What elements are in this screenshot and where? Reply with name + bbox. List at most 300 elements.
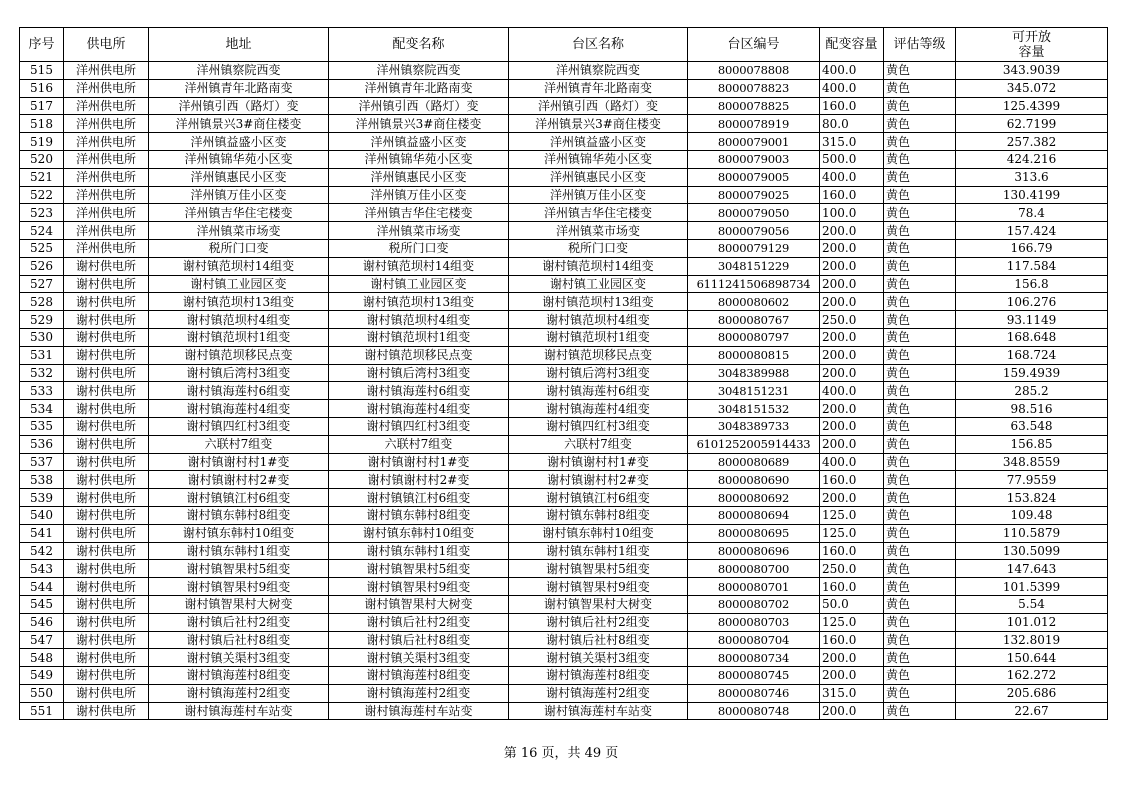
cell-area-code: 8000080702 bbox=[688, 595, 820, 613]
cell-open-capacity: 156.85 bbox=[956, 435, 1108, 453]
cell-area-name: 谢村镇工业园区变 bbox=[509, 275, 688, 293]
cell-station: 谢村供电所 bbox=[64, 382, 149, 400]
header-open-capacity bbox=[956, 28, 1108, 62]
cell-transformer-name: 谢村镇关渠村3组变 bbox=[329, 649, 509, 667]
cell-transformer-name: 谢村镇谢村村2#变 bbox=[329, 471, 509, 489]
cell-area-name: 谢村镇四红村3组变 bbox=[509, 417, 688, 435]
cell-capacity: 125.0 bbox=[820, 524, 884, 542]
header-row bbox=[20, 28, 1108, 62]
table-row bbox=[20, 506, 1108, 524]
cell-open-capacity: 78.4 bbox=[956, 204, 1108, 222]
cell-address: 六联村7组变 bbox=[149, 435, 329, 453]
cell-capacity: 160.0 bbox=[820, 578, 884, 596]
table-row bbox=[20, 275, 1108, 293]
table-row bbox=[20, 524, 1108, 542]
cell-capacity: 200.0 bbox=[820, 328, 884, 346]
cell-grade: 黄色 bbox=[884, 613, 956, 631]
cell-transformer-name: 谢村镇海莲村2组变 bbox=[329, 684, 509, 702]
cell-station: 洋州供电所 bbox=[64, 168, 149, 186]
header-grade: 评估等级 bbox=[884, 28, 956, 62]
cell-area-name: 洋州镇引西（路灯）变 bbox=[509, 97, 688, 115]
cell-station: 谢村供电所 bbox=[64, 578, 149, 596]
cell-station: 谢村供电所 bbox=[64, 595, 149, 613]
table-row bbox=[20, 578, 1108, 596]
cell-open-capacity: 285.2 bbox=[956, 382, 1108, 400]
cell-open-capacity: 110.5879 bbox=[956, 524, 1108, 542]
table-row bbox=[20, 613, 1108, 631]
cell-address: 谢村镇智果村9组变 bbox=[149, 578, 329, 596]
cell-grade: 黄色 bbox=[884, 435, 956, 453]
cell-grade: 黄色 bbox=[884, 560, 956, 578]
cell-area-code: 8000080700 bbox=[688, 560, 820, 578]
cell-transformer-name: 洋州镇引西（路灯）变 bbox=[329, 97, 509, 115]
cell-station: 谢村供电所 bbox=[64, 417, 149, 435]
cell-capacity: 400.0 bbox=[820, 62, 884, 80]
table-row bbox=[20, 186, 1108, 204]
cell-index: 523 bbox=[20, 204, 64, 222]
table-row bbox=[20, 97, 1108, 115]
cell-index: 549 bbox=[20, 667, 64, 685]
cell-capacity: 160.0 bbox=[820, 542, 884, 560]
cell-area-name: 谢村镇智果村9组变 bbox=[509, 578, 688, 596]
cell-address: 谢村镇后社村2组变 bbox=[149, 613, 329, 631]
cell-index: 515 bbox=[20, 62, 64, 80]
cell-address: 洋州镇益盛小区变 bbox=[149, 133, 329, 151]
cell-station: 谢村供电所 bbox=[64, 506, 149, 524]
cell-grade: 黄色 bbox=[884, 489, 956, 507]
cell-grade: 黄色 bbox=[884, 204, 956, 222]
table-row bbox=[20, 667, 1108, 685]
cell-station: 谢村供电所 bbox=[64, 649, 149, 667]
table-row bbox=[20, 542, 1108, 560]
cell-area-name: 谢村镇范坝村4组变 bbox=[509, 311, 688, 329]
cell-grade: 黄色 bbox=[884, 400, 956, 418]
cell-transformer-name: 谢村镇范坝村14组变 bbox=[329, 257, 509, 275]
cell-area-code: 8000079050 bbox=[688, 204, 820, 222]
cell-index: 516 bbox=[20, 79, 64, 97]
cell-area-code: 8000078808 bbox=[688, 62, 820, 80]
cell-area-name: 六联村7组变 bbox=[509, 435, 688, 453]
cell-index: 533 bbox=[20, 382, 64, 400]
cell-station: 洋州供电所 bbox=[64, 186, 149, 204]
cell-index: 520 bbox=[20, 150, 64, 168]
cell-open-capacity: 345.072 bbox=[956, 79, 1108, 97]
cell-area-code: 8000078823 bbox=[688, 79, 820, 97]
cell-transformer-name: 谢村镇后社村2组变 bbox=[329, 613, 509, 631]
cell-address: 谢村镇四红村3组变 bbox=[149, 417, 329, 435]
cell-grade: 黄色 bbox=[884, 453, 956, 471]
cell-station: 谢村供电所 bbox=[64, 667, 149, 685]
cell-capacity: 400.0 bbox=[820, 168, 884, 186]
cell-index: 526 bbox=[20, 257, 64, 275]
cell-open-capacity: 153.824 bbox=[956, 489, 1108, 507]
cell-open-capacity: 130.5099 bbox=[956, 542, 1108, 560]
cell-address: 谢村镇海莲村6组变 bbox=[149, 382, 329, 400]
table-row bbox=[20, 560, 1108, 578]
cell-index: 540 bbox=[20, 506, 64, 524]
cell-area-code: 8000080704 bbox=[688, 631, 820, 649]
cell-area-name: 谢村镇谢村村1#变 bbox=[509, 453, 688, 471]
cell-open-capacity: 130.4199 bbox=[956, 186, 1108, 204]
table-row bbox=[20, 364, 1108, 382]
page-footer: 第 16 页，共 49 页 bbox=[503, 746, 619, 761]
cell-area-code: 8000080692 bbox=[688, 489, 820, 507]
cell-grade: 黄色 bbox=[884, 133, 956, 151]
header-capacity: 配变容量 bbox=[820, 28, 884, 62]
cell-index: 538 bbox=[20, 471, 64, 489]
cell-area-code: 8000080703 bbox=[688, 613, 820, 631]
cell-address: 谢村镇谢村村2#变 bbox=[149, 471, 329, 489]
cell-grade: 黄色 bbox=[884, 186, 956, 204]
cell-area-code: 8000080746 bbox=[688, 684, 820, 702]
cell-transformer-name: 谢村镇范坝移民点变 bbox=[329, 346, 509, 364]
cell-address: 谢村镇工业园区变 bbox=[149, 275, 329, 293]
cell-index: 541 bbox=[20, 524, 64, 542]
cell-transformer-name: 谢村镇范坝村4组变 bbox=[329, 311, 509, 329]
cell-open-capacity: 162.272 bbox=[956, 667, 1108, 685]
cell-area-code: 8000080748 bbox=[688, 702, 820, 720]
cell-transformer-name: 洋州镇菜市场变 bbox=[329, 222, 509, 240]
cell-area-name: 谢村镇范坝村1组变 bbox=[509, 328, 688, 346]
cell-grade: 黄色 bbox=[884, 595, 956, 613]
cell-area-name: 谢村镇谢村村2#变 bbox=[509, 471, 688, 489]
cell-capacity: 250.0 bbox=[820, 311, 884, 329]
cell-area-name: 谢村镇镇江村6组变 bbox=[509, 489, 688, 507]
cell-index: 543 bbox=[20, 560, 64, 578]
cell-station: 谢村供电所 bbox=[64, 364, 149, 382]
cell-transformer-name: 六联村7组变 bbox=[329, 435, 509, 453]
cell-station: 谢村供电所 bbox=[64, 684, 149, 702]
cell-area-code: 8000080695 bbox=[688, 524, 820, 542]
cell-index: 542 bbox=[20, 542, 64, 560]
cell-transformer-name: 洋州镇吉华住宅楼变 bbox=[329, 204, 509, 222]
cell-area-name: 洋州镇惠民小区变 bbox=[509, 168, 688, 186]
table-row bbox=[20, 489, 1108, 507]
cell-open-capacity: 343.9039 bbox=[956, 62, 1108, 80]
cell-address: 谢村镇谢村村1#变 bbox=[149, 453, 329, 471]
table-row bbox=[20, 382, 1108, 400]
cell-capacity: 160.0 bbox=[820, 471, 884, 489]
cell-index: 519 bbox=[20, 133, 64, 151]
cell-open-capacity: 348.8559 bbox=[956, 453, 1108, 471]
cell-index: 518 bbox=[20, 115, 64, 133]
cell-area-code: 8000079001 bbox=[688, 133, 820, 151]
cell-grade: 黄色 bbox=[884, 293, 956, 311]
cell-transformer-name: 谢村镇工业园区变 bbox=[329, 275, 509, 293]
cell-transformer-name: 谢村镇海莲村8组变 bbox=[329, 667, 509, 685]
cell-station: 洋州供电所 bbox=[64, 239, 149, 257]
table-body bbox=[20, 62, 1108, 720]
cell-open-capacity: 22.67 bbox=[956, 702, 1108, 720]
table-row bbox=[20, 595, 1108, 613]
cell-area-code: 6111241506898734 bbox=[688, 275, 820, 293]
cell-capacity: 200.0 bbox=[820, 667, 884, 685]
cell-area-name: 谢村镇范坝移民点变 bbox=[509, 346, 688, 364]
cell-area-name: 谢村镇海莲村8组变 bbox=[509, 667, 688, 685]
cell-open-capacity: 98.516 bbox=[956, 400, 1108, 418]
cell-station: 谢村供电所 bbox=[64, 524, 149, 542]
cell-index: 534 bbox=[20, 400, 64, 418]
cell-index: 535 bbox=[20, 417, 64, 435]
cell-transformer-name: 谢村镇海莲村车站变 bbox=[329, 702, 509, 720]
cell-area-name: 谢村镇东韩村1组变 bbox=[509, 542, 688, 560]
cell-capacity: 50.0 bbox=[820, 595, 884, 613]
cell-capacity: 125.0 bbox=[820, 506, 884, 524]
cell-area-name: 洋州镇景兴3#商住楼变 bbox=[509, 115, 688, 133]
cell-grade: 黄色 bbox=[884, 631, 956, 649]
cell-grade: 黄色 bbox=[884, 346, 956, 364]
cell-area-name: 谢村镇海莲村2组变 bbox=[509, 684, 688, 702]
table-row bbox=[20, 204, 1108, 222]
cell-open-capacity: 168.648 bbox=[956, 328, 1108, 346]
cell-capacity: 200.0 bbox=[820, 293, 884, 311]
table-row bbox=[20, 435, 1108, 453]
cell-address: 洋州镇青年北路南变 bbox=[149, 79, 329, 97]
table-row bbox=[20, 400, 1108, 418]
cell-transformer-name: 谢村镇镇江村6组变 bbox=[329, 489, 509, 507]
cell-transformer-name: 谢村镇海莲村4组变 bbox=[329, 400, 509, 418]
cell-station: 洋州供电所 bbox=[64, 204, 149, 222]
cell-open-capacity: 77.9559 bbox=[956, 471, 1108, 489]
cell-open-capacity: 109.48 bbox=[956, 506, 1108, 524]
cell-area-name: 谢村镇智果村大树变 bbox=[509, 595, 688, 613]
cell-area-name: 税所门口变 bbox=[509, 239, 688, 257]
cell-index: 525 bbox=[20, 239, 64, 257]
cell-address: 洋州镇惠民小区变 bbox=[149, 168, 329, 186]
cell-open-capacity: 205.686 bbox=[956, 684, 1108, 702]
cell-grade: 黄色 bbox=[884, 506, 956, 524]
cell-address: 洋州镇察院西变 bbox=[149, 62, 329, 80]
cell-open-capacity: 62.7199 bbox=[956, 115, 1108, 133]
cell-capacity: 250.0 bbox=[820, 560, 884, 578]
header-area-name: 台区名称 bbox=[509, 28, 688, 62]
table-row bbox=[20, 453, 1108, 471]
cell-capacity: 200.0 bbox=[820, 222, 884, 240]
cell-capacity: 200.0 bbox=[820, 649, 884, 667]
cell-area-name: 谢村镇东韩村8组变 bbox=[509, 506, 688, 524]
table-row bbox=[20, 115, 1108, 133]
cell-transformer-name: 洋州镇察院西变 bbox=[329, 62, 509, 80]
cell-address: 谢村镇关渠村3组变 bbox=[149, 649, 329, 667]
cell-open-capacity: 157.424 bbox=[956, 222, 1108, 240]
cell-station: 谢村供电所 bbox=[64, 631, 149, 649]
cell-address: 谢村镇东韩村8组变 bbox=[149, 506, 329, 524]
cell-address: 谢村镇海莲村8组变 bbox=[149, 667, 329, 685]
cell-address: 洋州镇景兴3#商住楼变 bbox=[149, 115, 329, 133]
cell-grade: 黄色 bbox=[884, 667, 956, 685]
cell-area-name: 洋州镇吉华住宅楼变 bbox=[509, 204, 688, 222]
cell-area-code: 3048151231 bbox=[688, 382, 820, 400]
cell-capacity: 160.0 bbox=[820, 186, 884, 204]
cell-capacity: 125.0 bbox=[820, 613, 884, 631]
cell-index: 536 bbox=[20, 435, 64, 453]
cell-transformer-name: 谢村镇东韩村10组变 bbox=[329, 524, 509, 542]
cell-open-capacity: 93.1149 bbox=[956, 311, 1108, 329]
cell-station: 洋州供电所 bbox=[64, 115, 149, 133]
cell-index: 527 bbox=[20, 275, 64, 293]
table-row bbox=[20, 311, 1108, 329]
cell-area-name: 谢村镇后湾村3组变 bbox=[509, 364, 688, 382]
cell-grade: 黄色 bbox=[884, 222, 956, 240]
cell-transformer-name: 洋州镇万佳小区变 bbox=[329, 186, 509, 204]
cell-capacity: 100.0 bbox=[820, 204, 884, 222]
cell-area-code: 8000080689 bbox=[688, 453, 820, 471]
cell-transformer-name: 谢村镇后湾村3组变 bbox=[329, 364, 509, 382]
cell-station: 谢村供电所 bbox=[64, 311, 149, 329]
cell-transformer-name: 谢村镇智果村5组变 bbox=[329, 560, 509, 578]
cell-open-capacity: 117.584 bbox=[956, 257, 1108, 275]
cell-address: 谢村镇海莲村车站变 bbox=[149, 702, 329, 720]
cell-station: 谢村供电所 bbox=[64, 542, 149, 560]
cell-station: 谢村供电所 bbox=[64, 435, 149, 453]
cell-area-name: 谢村镇范坝村13组变 bbox=[509, 293, 688, 311]
cell-open-capacity: 63.548 bbox=[956, 417, 1108, 435]
cell-capacity: 160.0 bbox=[820, 631, 884, 649]
cell-area-code: 8000079025 bbox=[688, 186, 820, 204]
cell-index: 544 bbox=[20, 578, 64, 596]
cell-station: 洋州供电所 bbox=[64, 222, 149, 240]
cell-open-capacity: 5.54 bbox=[956, 595, 1108, 613]
cell-transformer-name: 谢村镇海莲村6组变 bbox=[329, 382, 509, 400]
cell-transformer-name: 谢村镇东韩村8组变 bbox=[329, 506, 509, 524]
cell-transformer-name: 税所门口变 bbox=[329, 239, 509, 257]
cell-open-capacity: 150.644 bbox=[956, 649, 1108, 667]
cell-address: 洋州镇锦华苑小区变 bbox=[149, 150, 329, 168]
cell-station: 谢村供电所 bbox=[64, 346, 149, 364]
cell-capacity: 500.0 bbox=[820, 150, 884, 168]
cell-grade: 黄色 bbox=[884, 168, 956, 186]
cell-grade: 黄色 bbox=[884, 62, 956, 80]
cell-index: 529 bbox=[20, 311, 64, 329]
cell-grade: 黄色 bbox=[884, 364, 956, 382]
cell-area-code: 8000078825 bbox=[688, 97, 820, 115]
cell-station: 洋州供电所 bbox=[64, 133, 149, 151]
cell-transformer-name: 洋州镇青年北路南变 bbox=[329, 79, 509, 97]
cell-transformer-name: 谢村镇四红村3组变 bbox=[329, 417, 509, 435]
cell-area-code: 8000080602 bbox=[688, 293, 820, 311]
data-table bbox=[19, 27, 1108, 720]
cell-area-name: 洋州镇菜市场变 bbox=[509, 222, 688, 240]
cell-station: 洋州供电所 bbox=[64, 79, 149, 97]
cell-area-code: 8000080694 bbox=[688, 506, 820, 524]
cell-station: 谢村供电所 bbox=[64, 400, 149, 418]
cell-address: 谢村镇范坝移民点变 bbox=[149, 346, 329, 364]
cell-grade: 黄色 bbox=[884, 97, 956, 115]
cell-address: 谢村镇海莲村2组变 bbox=[149, 684, 329, 702]
cell-capacity: 200.0 bbox=[820, 417, 884, 435]
cell-area-code: 6101252005914433 bbox=[688, 435, 820, 453]
cell-index: 551 bbox=[20, 702, 64, 720]
cell-index: 546 bbox=[20, 613, 64, 631]
header-area-code: 台区编号 bbox=[688, 28, 820, 62]
cell-capacity: 200.0 bbox=[820, 364, 884, 382]
cell-index: 528 bbox=[20, 293, 64, 311]
cell-index: 530 bbox=[20, 328, 64, 346]
cell-open-capacity: 101.012 bbox=[956, 613, 1108, 631]
cell-area-code: 8000080797 bbox=[688, 328, 820, 346]
table-row bbox=[20, 79, 1108, 97]
cell-grade: 黄色 bbox=[884, 684, 956, 702]
table-row bbox=[20, 222, 1108, 240]
cell-open-capacity: 125.4399 bbox=[956, 97, 1108, 115]
cell-area-code: 8000079003 bbox=[688, 150, 820, 168]
cell-address: 谢村镇海莲村4组变 bbox=[149, 400, 329, 418]
cell-station: 谢村供电所 bbox=[64, 613, 149, 631]
cell-transformer-name: 洋州镇惠民小区变 bbox=[329, 168, 509, 186]
cell-station: 谢村供电所 bbox=[64, 275, 149, 293]
cell-area-code: 8000080696 bbox=[688, 542, 820, 560]
cell-capacity: 200.0 bbox=[820, 400, 884, 418]
cell-area-name: 洋州镇察院西变 bbox=[509, 62, 688, 80]
table-row bbox=[20, 471, 1108, 489]
cell-station: 谢村供电所 bbox=[64, 328, 149, 346]
cell-area-code: 8000079129 bbox=[688, 239, 820, 257]
cell-index: 531 bbox=[20, 346, 64, 364]
cell-area-name: 谢村镇范坝村14组变 bbox=[509, 257, 688, 275]
cell-open-capacity: 106.276 bbox=[956, 293, 1108, 311]
cell-grade: 黄色 bbox=[884, 417, 956, 435]
table-row bbox=[20, 684, 1108, 702]
cell-area-name: 谢村镇海莲村6组变 bbox=[509, 382, 688, 400]
cell-address: 谢村镇智果村大树变 bbox=[149, 595, 329, 613]
cell-transformer-name: 谢村镇东韩村1组变 bbox=[329, 542, 509, 560]
cell-area-code: 8000080815 bbox=[688, 346, 820, 364]
header-open-capacity-text: 可开放容量 bbox=[1011, 29, 1051, 60]
cell-grade: 黄色 bbox=[884, 275, 956, 293]
cell-area-code: 3048151229 bbox=[688, 257, 820, 275]
cell-area-code: 8000080734 bbox=[688, 649, 820, 667]
cell-grade: 黄色 bbox=[884, 382, 956, 400]
cell-grade: 黄色 bbox=[884, 471, 956, 489]
cell-address: 谢村镇东韩村1组变 bbox=[149, 542, 329, 560]
cell-area-code: 3048151532 bbox=[688, 400, 820, 418]
cell-area-code: 8000079005 bbox=[688, 168, 820, 186]
cell-address: 谢村镇后湾村3组变 bbox=[149, 364, 329, 382]
cell-station: 谢村供电所 bbox=[64, 702, 149, 720]
cell-open-capacity: 313.6 bbox=[956, 168, 1108, 186]
cell-index: 547 bbox=[20, 631, 64, 649]
cell-transformer-name: 洋州镇锦华苑小区变 bbox=[329, 150, 509, 168]
cell-address: 谢村镇镇江村6组变 bbox=[149, 489, 329, 507]
cell-area-name: 洋州镇青年北路南变 bbox=[509, 79, 688, 97]
cell-area-code: 8000080767 bbox=[688, 311, 820, 329]
cell-station: 谢村供电所 bbox=[64, 257, 149, 275]
cell-open-capacity: 424.216 bbox=[956, 150, 1108, 168]
cell-capacity: 200.0 bbox=[820, 435, 884, 453]
table-row bbox=[20, 239, 1108, 257]
cell-capacity: 80.0 bbox=[820, 115, 884, 133]
cell-capacity: 315.0 bbox=[820, 684, 884, 702]
table-row bbox=[20, 62, 1108, 80]
table-row bbox=[20, 702, 1108, 720]
cell-area-code: 3048389733 bbox=[688, 417, 820, 435]
header-index: 序号 bbox=[20, 28, 64, 62]
cell-grade: 黄色 bbox=[884, 115, 956, 133]
cell-area-name: 谢村镇海莲村4组变 bbox=[509, 400, 688, 418]
cell-area-name: 谢村镇海莲村车站变 bbox=[509, 702, 688, 720]
cell-capacity: 315.0 bbox=[820, 133, 884, 151]
cell-grade: 黄色 bbox=[884, 150, 956, 168]
cell-open-capacity: 147.643 bbox=[956, 560, 1108, 578]
cell-address: 洋州镇引西（路灯）变 bbox=[149, 97, 329, 115]
cell-station: 谢村供电所 bbox=[64, 560, 149, 578]
cell-address: 谢村镇后社村8组变 bbox=[149, 631, 329, 649]
cell-area-name: 洋州镇万佳小区变 bbox=[509, 186, 688, 204]
cell-address: 谢村镇范坝村1组变 bbox=[149, 328, 329, 346]
cell-grade: 黄色 bbox=[884, 239, 956, 257]
cell-index: 521 bbox=[20, 168, 64, 186]
cell-index: 539 bbox=[20, 489, 64, 507]
